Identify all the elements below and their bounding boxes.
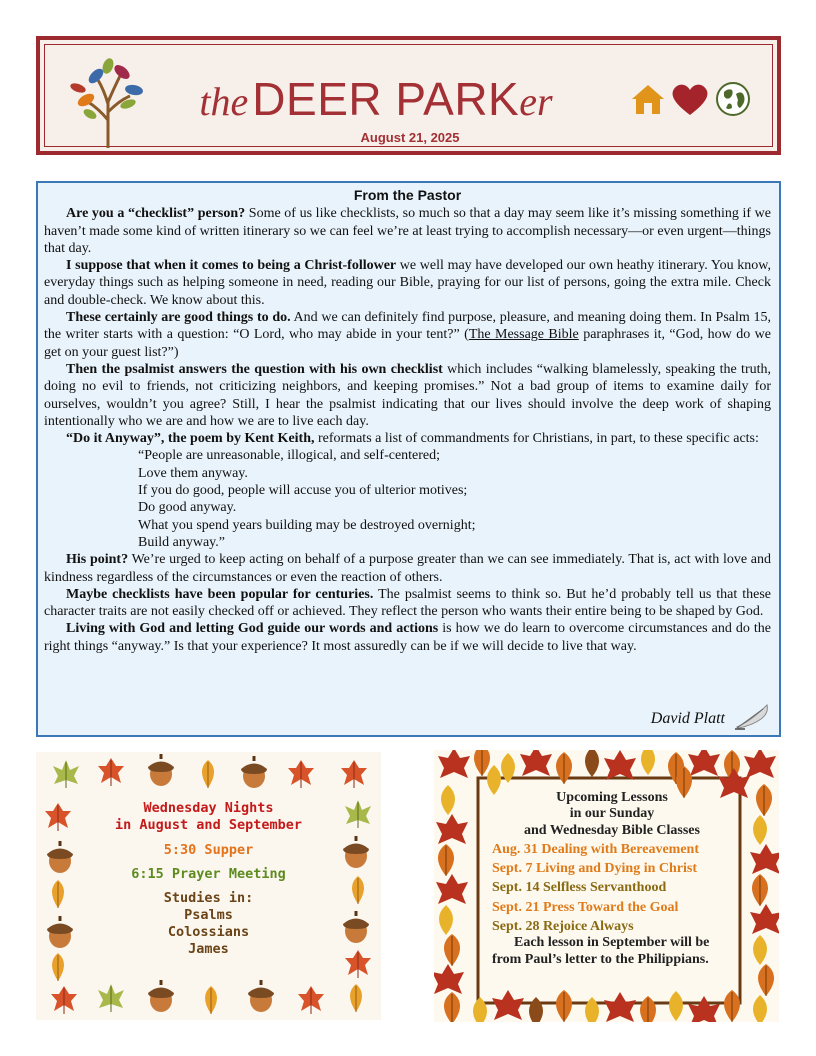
house-icon [630,81,666,117]
paragraph-text: which includes “walking blamelessly, speaking the truth, doing no evil to friends, not criticizing neighbors, and keeping promises.” Not a bad group of items to examine daily for ourselves, wouldn’t you agree? Still, I hear the psalmist indicating that our lives should involve the deep work of shaping intentionally who we are and how we are to live each day. [44,361,771,429]
study-item: James [188,941,229,957]
pastor-paragraph [44,309,771,361]
heart-icon [670,81,710,117]
pastor-paragraph [44,205,771,257]
lesson-item: Sept. 14 Selfless Servanthood [492,880,667,896]
issue-date: August 21, 2025 [360,130,460,145]
supper-time: 5:30 Supper [163,842,254,858]
poem-quote [44,447,771,551]
paragraph-lead: Maybe checklists have been popular for centuries. [66,586,374,602]
study-item: Psalms [184,907,233,923]
pastor-article [36,181,781,737]
paragraph-lead: Then the psalmist answers the question with his own checklist [66,361,443,377]
lesson-item: Sept. 28 Rejoice Always [492,919,634,935]
poem-line: Build anyway.” [138,534,225,550]
studies-list [106,890,311,958]
pastor-paragraph [44,430,771,447]
paragraph-text: paraphrases it, “God, how do we get on your guest list?”) [44,327,771,360]
lesson-item: Aug. 31 Dealing with Bereavement [492,841,699,857]
paragraph-text: And we can definitely find purpose, pleasure, and meaning doing them. In Psalm 15, the writer starts with a question: “O Lord, who may abide in your tent?” ( [44,310,771,343]
title-line: Wednesday Nights [143,800,274,816]
quill-icon [733,701,773,731]
title-prefix: the [199,79,249,124]
study-item: Colossians [167,924,250,940]
wednesday-title [106,800,311,834]
pastor-paragraph [44,257,771,309]
title-suffix: er [519,79,553,124]
paragraph-lead: I suppose that when it comes to being a Christ-follower [66,258,397,274]
prayer-meeting-time: 6:15 Prayer Meeting [131,866,286,882]
pastor-paragraph [44,586,771,621]
pastor-heading: From the Pastor [353,187,462,203]
pastor-paragraph [44,620,771,655]
masthead [36,36,781,155]
heading-line: in our Sunday [569,806,655,822]
paragraph-text: is how we do learn to overcome circumstances and do the right things “anyway.” Is that your experience? It most assuredly can be if we will decide to live that way. [44,621,772,654]
paragraph-lead: His point? [66,552,129,568]
lessons-heading [492,790,732,839]
newsletter-title [176,72,576,126]
poem-line: Love them anyway. [138,465,248,481]
paragraph-text: The psalmist seems to think so. But he’d probably tell us that these character traits are not easily checked off or achieved. They reflect the person who wants their entire being to be shaped by God. [44,586,771,620]
masthead-icons [630,80,752,118]
bible-reference: The Message Bible [468,327,579,343]
globe-icon [714,80,752,118]
paragraph-text: Some of us like checklists, so much so that a day may seem like it’s missing something if we haven’t made some kind of written itinerary so we can feel we’re at least trying to accomplish necessary—or even urgent—things that day. [44,206,772,256]
paragraph-lead: Living with God and letting God guide our words and actions [66,621,439,637]
poem-line: Do good anyway. [138,500,237,516]
wednesday-info [106,800,311,958]
paragraph-lead: Are you a “checklist” person? [66,206,246,222]
pastor-paragraph [44,361,771,430]
lessons-note: Each lesson in September will be from Paul’s letter to the Philippians. [492,935,710,967]
pastor-paragraph [44,551,771,586]
heading-line: and Wednesday Bible Classes [524,822,700,838]
paragraph-text: we well may have developed our own heathy itinerary. You know, everyday things such as helping someone in need, reading our Bible, praying for our list of persons, going the extra mile. Check and double-check. We know about this. [44,258,771,308]
paragraph-lead: These certainly are good things to do. [66,310,291,326]
lessons-flyer [434,750,779,1022]
lesson-item: Sept. 7 Living and Dying in Christ [492,861,697,877]
lessons-info [492,790,732,968]
poem-line: If you do good, people will accuse you of ulterior motives; [138,483,468,499]
lesson-item: Sept. 21 Press Toward the Goal [492,899,679,915]
heading-line: Upcoming Lessons [556,790,668,805]
paragraph-lead: “Do it Anyway”, the poem by Kent Keith, [66,431,315,447]
paragraph-text: reformats a list of commandments for Christians, in part, to these specific acts: [314,431,759,447]
wednesday-flyer [36,752,381,1020]
poem-line: “People are unreasonable, illogical, and self-centered; [138,448,441,464]
title-line: in August and September [115,817,302,833]
studies-label: Studies in: [163,890,254,906]
pastor-signature: David Platt [650,709,725,727]
paragraph-text: We’re urged to keep acting on behalf of a purpose greater than we can see immediately. That is, act with love and kindness regardless of the circumstances or even the reaction of others. [44,552,772,585]
poem-line: What you spend years building may be destroyed overnight; [138,517,476,533]
title-main: DEER PARK [252,73,520,125]
tree-icon [68,50,148,150]
